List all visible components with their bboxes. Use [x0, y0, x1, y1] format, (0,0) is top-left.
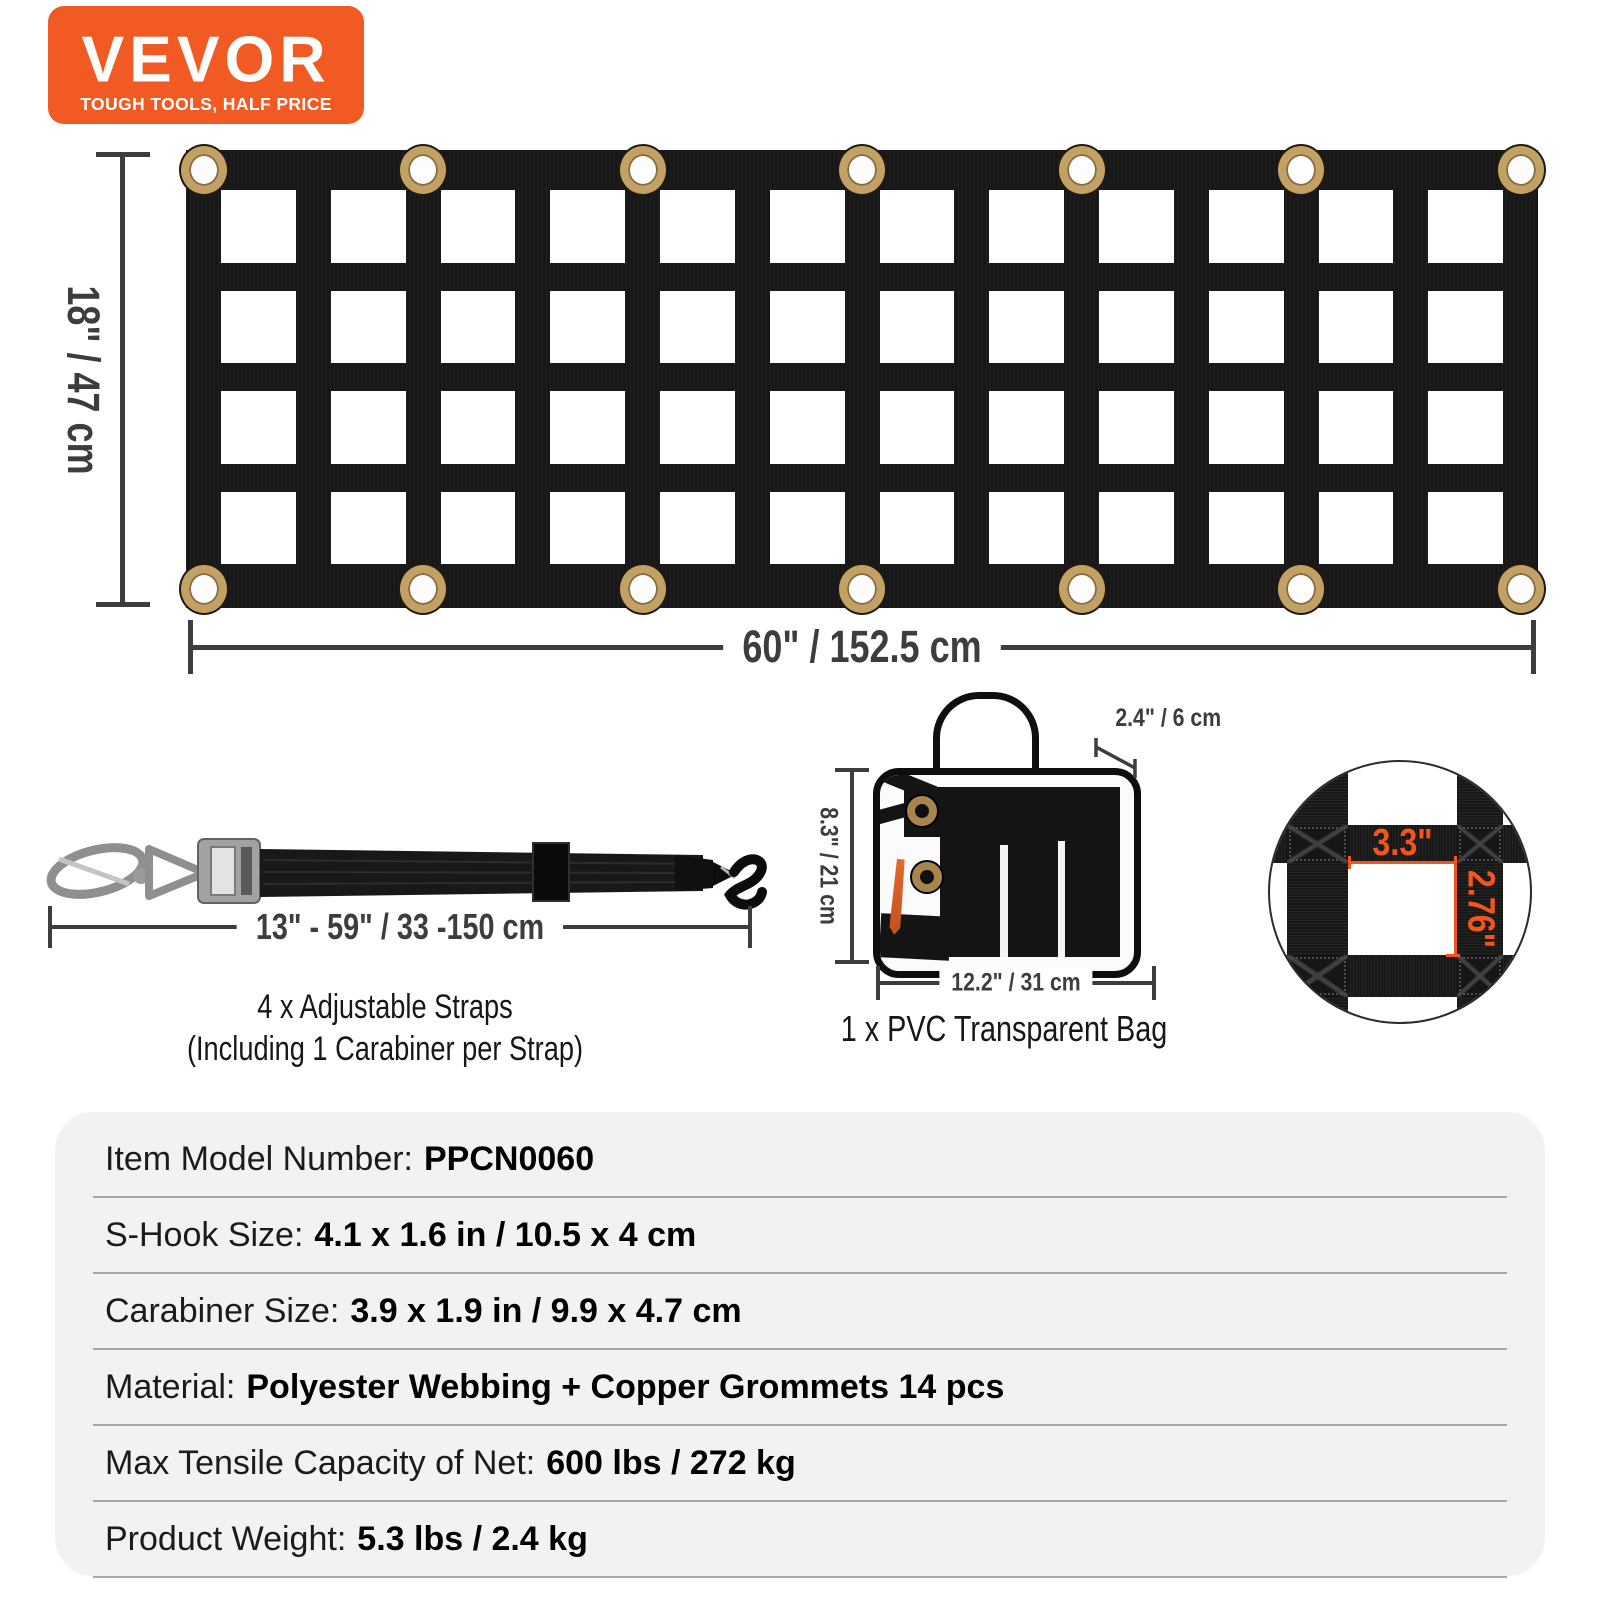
dimension-cap: [188, 620, 193, 674]
stitch-box: [1287, 825, 1348, 863]
spec-label: Material:: [105, 1367, 236, 1406]
net-grommet: [1498, 146, 1544, 194]
net-hole: [1099, 391, 1174, 464]
stitch-box: [1457, 955, 1503, 997]
bag-caption-text: 1 x PVC Transparent Bag: [840, 1008, 1168, 1049]
net-hole: [880, 291, 955, 364]
net-hole: [1319, 291, 1394, 364]
brand-tagline: TOUGH TOOLS, HALF PRICE: [80, 94, 332, 114]
net-hole: [221, 291, 296, 364]
net-grommet: [1059, 146, 1105, 194]
net-grommet: [839, 565, 885, 613]
spec-value: 600 lbs / 272 kg: [546, 1443, 796, 1482]
net-hole: [550, 190, 625, 263]
net-hole: [331, 190, 406, 263]
net-grommet: [1059, 565, 1105, 613]
dimension-cap: [1531, 620, 1536, 674]
mesh-detail-circle: [1268, 760, 1532, 1024]
bag-depth-dimension: [1092, 736, 1140, 780]
net-hole: [770, 391, 845, 464]
keeper-loop: [533, 843, 569, 901]
net-hole: [1428, 391, 1503, 464]
net-height-label: 18" / 47 cm: [57, 284, 109, 475]
net-hole: [660, 391, 735, 464]
bag-width-label: 12.2" / 31 cm: [939, 969, 1092, 998]
net-hole: [1428, 291, 1503, 364]
strap-caption-line2: (Including 1 Carabiner per Strap): [186, 1030, 584, 1068]
bag-width-dimension: [876, 966, 1156, 1000]
mesh-width-label: 3.3": [1372, 822, 1433, 864]
net-grommet: [181, 565, 227, 613]
spec-label: S-Hook Size:: [105, 1215, 304, 1254]
net-hole: [331, 391, 406, 464]
net-hole: [660, 291, 735, 364]
net-hole: [441, 492, 516, 565]
spec-row: [93, 1350, 1507, 1426]
dimension-line: [120, 152, 125, 607]
bag-height-label: 8.3" / 21 cm: [814, 807, 843, 925]
left-carabiner-icon: [46, 839, 149, 902]
net-hole: [1319, 391, 1394, 464]
net-hole: [550, 291, 625, 364]
net-hole: [770, 291, 845, 364]
net-hole: [1319, 190, 1394, 263]
net-grommet: [400, 565, 446, 613]
spec-table: [55, 1112, 1545, 1576]
net-hole: [880, 190, 955, 263]
dimension-cap: [876, 966, 880, 1000]
cam-buckle-icon: [198, 839, 260, 903]
net-hole: [989, 190, 1064, 263]
mesh-height-dim-line: [1454, 861, 1457, 957]
net-hole: [1319, 492, 1394, 565]
spec-value: 4.1 x 1.6 in / 10.5 x 4 cm: [314, 1215, 697, 1254]
strap-caption-line1: 4 x Adjustable Straps: [257, 988, 513, 1026]
bag-handle: [933, 692, 1039, 779]
spec-row: [93, 1198, 1507, 1274]
net-grommet: [839, 146, 885, 194]
net-hole: [441, 190, 516, 263]
net-grommet: [620, 565, 666, 613]
bag-depth-label: 2.4" / 6 cm: [1115, 704, 1221, 732]
s-hook-icon: [675, 855, 762, 905]
bag-webbing-gap: [1000, 845, 1008, 957]
spec-value: 5.3 lbs / 2.4 kg: [357, 1519, 588, 1558]
dimension-cap: [48, 906, 52, 948]
net-hole: [880, 492, 955, 565]
spec-row: [93, 1426, 1507, 1502]
net-hole: [441, 291, 516, 364]
net-width-dimension: [188, 620, 1536, 674]
net-hole: [1209, 190, 1284, 263]
stitch-box: [1287, 955, 1348, 997]
net-hole: [989, 492, 1064, 565]
spec-label: Product Weight:: [105, 1519, 347, 1558]
net-hole: [221, 391, 296, 464]
spec-value: PPCN0060: [424, 1139, 595, 1178]
bag-grommet: [912, 862, 942, 892]
net-hole: [1099, 492, 1174, 565]
bag-webbing-bundle: [879, 913, 951, 961]
net-hole: [1209, 391, 1284, 464]
net-hole: [989, 391, 1064, 464]
net-hole: [550, 492, 625, 565]
net-hole: [441, 391, 516, 464]
net-hole: [221, 492, 296, 565]
net-hole: [1209, 291, 1284, 364]
net-grommet: [620, 146, 666, 194]
mesh-dim-tick: [1348, 856, 1351, 869]
bag-webbing-bundle: [940, 837, 1120, 957]
bag-caption: [784, 1008, 1224, 1050]
cargo-net: [186, 150, 1538, 608]
net-hole: [770, 190, 845, 263]
net-hole: [221, 190, 296, 263]
net-width-label: 60" / 152.5 cm: [723, 621, 1001, 673]
spec-label: Max Tensile Capacity of Net:: [105, 1443, 536, 1482]
net-hole: [550, 391, 625, 464]
mesh-dim-tick: [1446, 954, 1460, 957]
strap-length-label: 13" - 59" / 33 -150 cm: [237, 906, 564, 948]
spec-row: [93, 1122, 1507, 1198]
net-hole: [770, 492, 845, 565]
spec-row: [93, 1274, 1507, 1350]
dimension-cap: [835, 960, 869, 964]
net-hole: [1099, 291, 1174, 364]
bag-webbing-gap: [1058, 841, 1065, 957]
mesh-height-label: 2.76": [1459, 869, 1502, 949]
net-hole: [331, 492, 406, 565]
spec-label: Carabiner Size:: [105, 1291, 340, 1330]
dimension-cap: [96, 602, 150, 607]
net-grommet: [1278, 146, 1324, 194]
brand-logo: [48, 6, 364, 124]
strap-caption: [55, 986, 715, 1070]
net-hole: [1099, 190, 1174, 263]
spec-label: Item Model Number:: [105, 1139, 413, 1178]
net-hole: [1428, 190, 1503, 263]
bag-body: [873, 768, 1141, 978]
net-grommet: [400, 146, 446, 194]
webbing-strap: [260, 843, 703, 901]
spec-value: 3.9 x 1.9 in / 9.9 x 4.7 cm: [350, 1291, 742, 1330]
net-hole: [1209, 492, 1284, 565]
strap-illustration: [35, 799, 765, 917]
brand-name: VEVOR: [81, 22, 331, 96]
net-hole: [880, 391, 955, 464]
triangle-link-icon: [149, 849, 205, 896]
dimension-cap: [748, 906, 752, 948]
bag-height-dimension: [814, 768, 854, 964]
net-grommet: [1498, 565, 1544, 613]
net-hole: [660, 190, 735, 263]
strap-length-dimension: [48, 906, 752, 948]
net-hole: [989, 291, 1064, 364]
spec-value: Polyester Webbing + Copper Grommets 14 pcs: [246, 1367, 1005, 1406]
net-hole: [331, 291, 406, 364]
net-grommet: [181, 146, 227, 194]
dimension-cap: [1152, 966, 1156, 1000]
bag-grommet: [907, 796, 937, 826]
net-hole: [660, 492, 735, 565]
net-grommet: [1278, 565, 1324, 613]
stitch-box: [1457, 825, 1503, 863]
spec-row: [93, 1502, 1507, 1578]
dimension-line: [850, 768, 854, 964]
net-height-dimension: [57, 152, 125, 607]
net-hole: [1428, 492, 1503, 565]
